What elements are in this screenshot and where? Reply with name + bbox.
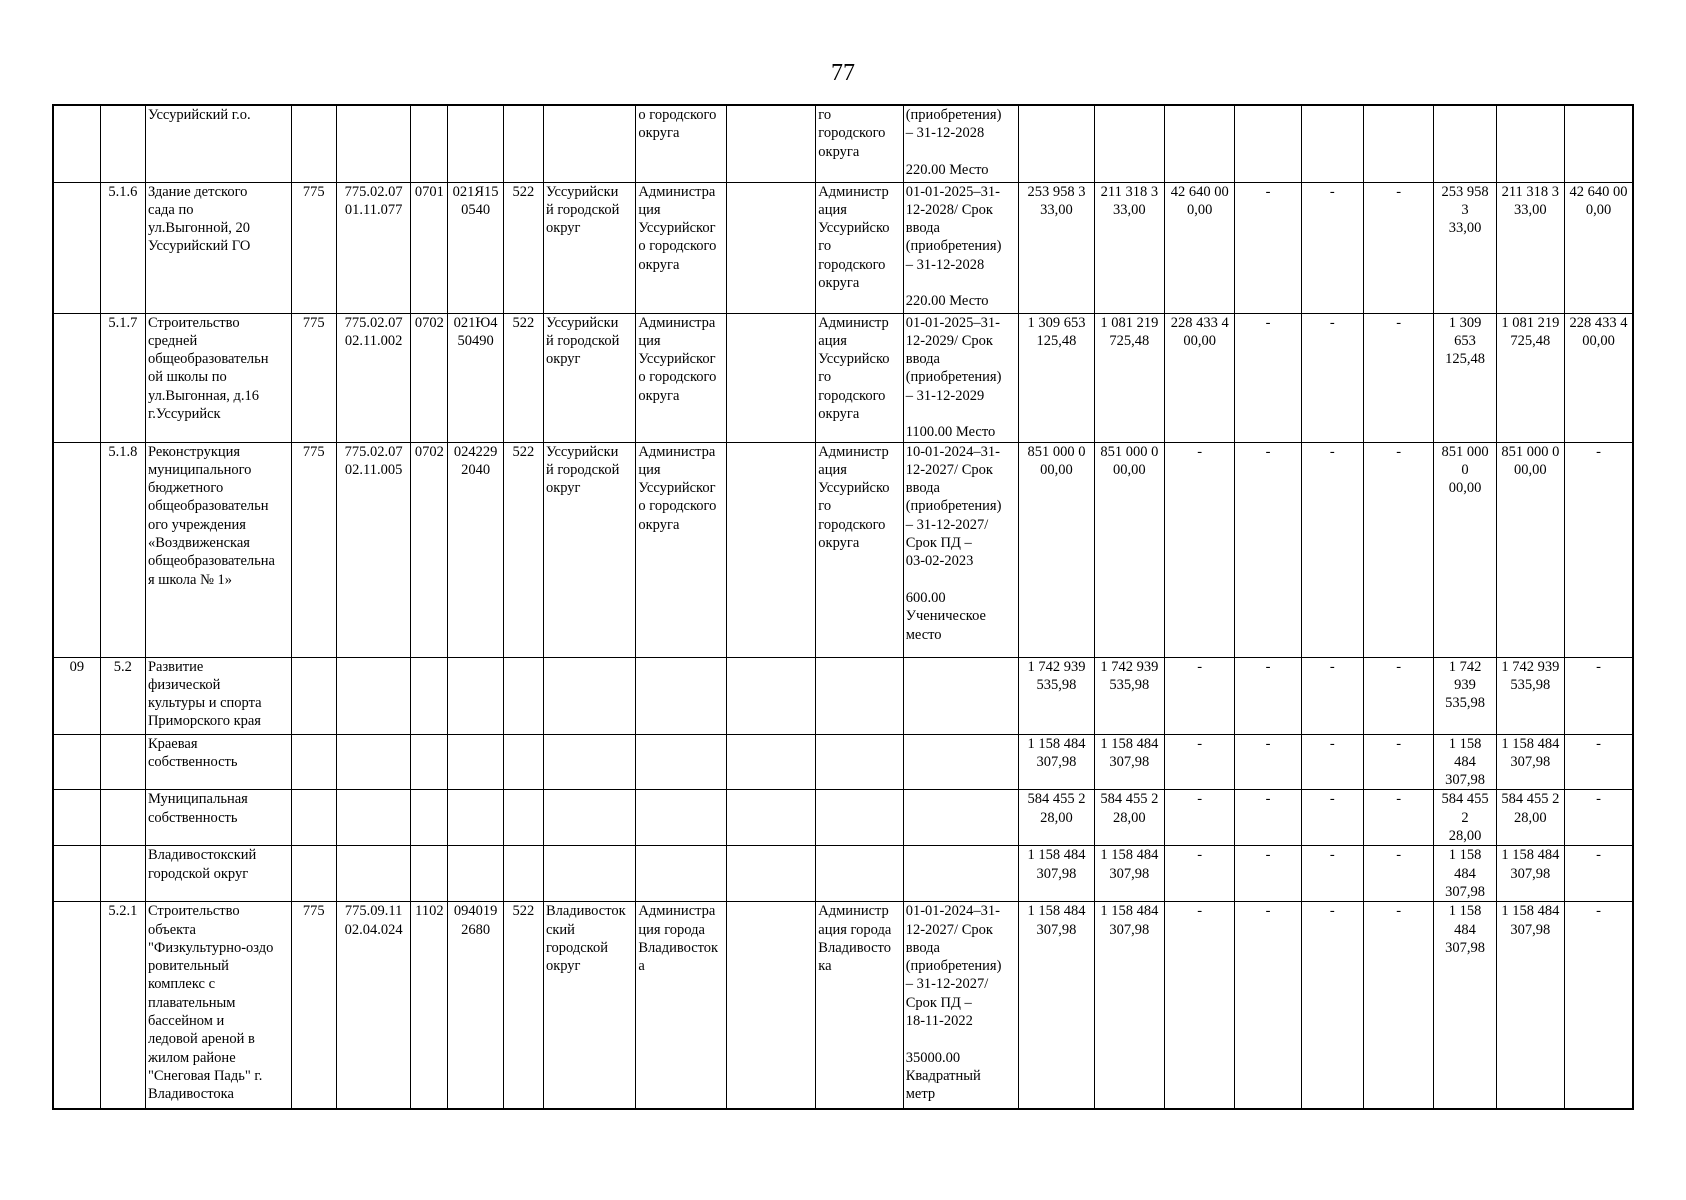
value-cell-5: -	[1301, 902, 1363, 1109]
municipality-cell: Владивосток ский городской округ	[543, 902, 635, 1109]
local-budget-cell: 42 640 00 0,00	[1165, 182, 1235, 313]
customer-cell: Администра ция Уссурийског о городского округа	[636, 442, 726, 657]
municipality-cell	[543, 790, 635, 846]
regional-budget-cell: 1 081 219 725,48	[1094, 313, 1164, 442]
table-row	[53, 313, 1633, 442]
table-row	[53, 182, 1633, 313]
municipality-cell: Уссурийски й городской округ	[543, 182, 635, 313]
table-row	[53, 902, 1633, 1109]
expense-type-cell	[503, 734, 543, 790]
section-subsection-cell	[411, 734, 448, 790]
developer-cell: Администр ация Уссурийско го городского округа	[816, 182, 903, 313]
table-row	[53, 657, 1633, 734]
value-cell-4: -	[1235, 313, 1301, 442]
regional-budget-cell: 211 318 3 33,00	[1094, 182, 1164, 313]
kv-code-cell: 775	[291, 442, 336, 657]
total-amount-cell: 1 309 653 125,48	[1019, 313, 1094, 442]
target-article-cell: 021Я15 0540	[448, 182, 503, 313]
page-number: 77	[831, 60, 855, 86]
section-code-cell	[53, 790, 100, 846]
customer-cell	[636, 657, 726, 734]
kcsr-code-cell	[336, 846, 410, 902]
terms-capacity-cell: 10-01-2024–31- 12-2027/ Срок ввода (приобретения) – 31-12-2027/ Срок ПД – 03-02-2023 600.00 Ученическое место	[903, 442, 1019, 657]
value-cell-6	[1364, 105, 1434, 182]
kv-code-cell	[291, 846, 336, 902]
local-budget-cell: -	[1165, 902, 1235, 1109]
section-subsection-cell	[411, 790, 448, 846]
kcsr-code-cell: 775.02.07 02.11.005	[336, 442, 410, 657]
terms-capacity-cell	[903, 657, 1019, 734]
object-name-cell: Уссурийский г.о.	[145, 105, 291, 182]
table-row	[53, 105, 1633, 182]
object-name-cell: Строительство средней общеобразовательн ой школы по ул.Выгонная, д.16 г.Уссурийск	[145, 313, 291, 442]
value-cell-4: -	[1235, 846, 1301, 902]
empty-cell	[726, 790, 815, 846]
municipality-cell	[543, 657, 635, 734]
target-article-cell: 024229 2040	[448, 442, 503, 657]
municipality-cell	[543, 846, 635, 902]
total-amount-cell: 1 158 484 307,98	[1019, 846, 1094, 902]
kcsr-code-cell	[336, 105, 410, 182]
year-total-cell: 1 158 484 307,98	[1434, 734, 1496, 790]
year-regional-cell: 851 000 0 00,00	[1496, 442, 1564, 657]
target-article-cell	[448, 790, 503, 846]
value-cell-6: -	[1364, 734, 1434, 790]
year-total-cell: 1 309 653 125,48	[1434, 313, 1496, 442]
empty-cell	[726, 313, 815, 442]
regional-budget-cell: 851 000 0 00,00	[1094, 442, 1164, 657]
local-budget-cell: -	[1165, 846, 1235, 902]
value-cell-5: -	[1301, 182, 1363, 313]
regional-budget-cell: 1 158 484 307,98	[1094, 846, 1164, 902]
object-name-cell: Строительство объекта "Физкультурно-оздо ровительный комплекс с плавательным бассейном и ледовой ареной в жилом районе "Снеговая Падь" г. Владивостока	[145, 902, 291, 1109]
municipality-cell: Уссурийски й городской округ	[543, 313, 635, 442]
object-name-cell: Муниципальная собственность	[145, 790, 291, 846]
municipality-cell	[543, 105, 635, 182]
target-article-cell	[448, 846, 503, 902]
section-subsection-cell: 0701	[411, 182, 448, 313]
local-budget-cell	[1165, 105, 1235, 182]
object-name-cell: Краевая собственность	[145, 734, 291, 790]
kv-code-cell	[291, 790, 336, 846]
kcsr-code-cell	[336, 790, 410, 846]
year-total-cell: 1 158 484 307,98	[1434, 902, 1496, 1109]
value-cell-6: -	[1364, 790, 1434, 846]
year-regional-cell: 1 158 484 307,98	[1496, 902, 1564, 1109]
section-subsection-cell: 1102	[411, 902, 448, 1109]
total-amount-cell: 851 000 0 00,00	[1019, 442, 1094, 657]
object-name-cell: Здание детского сада по ул.Выгонной, 20 Уссурийский ГО	[145, 182, 291, 313]
year-regional-cell: 211 318 3 33,00	[1496, 182, 1564, 313]
year-total-cell	[1434, 105, 1496, 182]
customer-cell	[636, 790, 726, 846]
expense-type-cell	[503, 657, 543, 734]
year-regional-cell: 1 158 484 307,98	[1496, 734, 1564, 790]
terms-capacity-cell: 01-01-2024–31- 12-2027/ Срок ввода (приобретения) – 31-12-2027/ Срок ПД – 18-11-2022 35000.00 Квадратный метр	[903, 902, 1019, 1109]
local-budget-cell: -	[1165, 734, 1235, 790]
item-number-cell: 5.1.6	[100, 182, 145, 313]
value-cell-5: -	[1301, 846, 1363, 902]
value-cell-5: -	[1301, 442, 1363, 657]
item-number-cell: 5.1.7	[100, 313, 145, 442]
value-cell-5: -	[1301, 313, 1363, 442]
customer-cell: Администра ция города Владивосток а	[636, 902, 726, 1109]
terms-capacity-cell	[903, 790, 1019, 846]
year-local-cell	[1565, 105, 1634, 182]
year-total-cell: 851 000 0 00,00	[1434, 442, 1496, 657]
section-subsection-cell: 0702	[411, 313, 448, 442]
developer-cell	[816, 657, 903, 734]
value-cell-4: -	[1235, 790, 1301, 846]
target-article-cell: 094019 2680	[448, 902, 503, 1109]
year-local-cell: -	[1565, 657, 1634, 734]
developer-cell: го городского округа	[816, 105, 903, 182]
section-code-cell	[53, 734, 100, 790]
section-code-cell	[53, 182, 100, 313]
item-number-cell	[100, 734, 145, 790]
year-local-cell: 228 433 4 00,00	[1565, 313, 1634, 442]
empty-cell	[726, 846, 815, 902]
year-regional-cell: 1 158 484 307,98	[1496, 846, 1564, 902]
item-number-cell	[100, 105, 145, 182]
empty-cell	[726, 442, 815, 657]
section-subsection-cell	[411, 105, 448, 182]
object-name-cell: Реконструкция муниципального бюджетного общеобразовательн ого учреждения «Воздвиженская общеобразовательна я школа № 1»	[145, 442, 291, 657]
total-amount-cell: 1 742 939 535,98	[1019, 657, 1094, 734]
table-row	[53, 846, 1633, 902]
developer-cell: Администр ация Уссурийско го городского округа	[816, 442, 903, 657]
kcsr-code-cell: 775.02.07 01.11.077	[336, 182, 410, 313]
table-body	[53, 105, 1633, 1109]
customer-cell: Администра ция Уссурийског о городского округа	[636, 313, 726, 442]
customer-cell: Администра ция Уссурийског о городского округа	[636, 182, 726, 313]
kv-code-cell	[291, 734, 336, 790]
section-subsection-cell	[411, 657, 448, 734]
expense-type-cell: 522	[503, 442, 543, 657]
expense-type-cell: 522	[503, 902, 543, 1109]
table-row	[53, 790, 1633, 846]
value-cell-4: -	[1235, 734, 1301, 790]
empty-cell	[726, 105, 815, 182]
terms-capacity-cell: 01-01-2025–31- 12-2029/ Срок ввода (приобретения) – 31-12-2029 1100.00 Место	[903, 313, 1019, 442]
terms-capacity-cell	[903, 846, 1019, 902]
terms-capacity-cell	[903, 734, 1019, 790]
value-cell-4	[1235, 105, 1301, 182]
value-cell-6: -	[1364, 846, 1434, 902]
target-article-cell	[448, 734, 503, 790]
kcsr-code-cell	[336, 734, 410, 790]
total-amount-cell: 584 455 2 28,00	[1019, 790, 1094, 846]
developer-cell: Администр ация Уссурийско го городского округа	[816, 313, 903, 442]
kv-code-cell: 775	[291, 313, 336, 442]
budget-table	[52, 104, 1634, 1110]
item-number-cell	[100, 846, 145, 902]
customer-cell	[636, 734, 726, 790]
expense-type-cell: 522	[503, 182, 543, 313]
local-budget-cell: -	[1165, 790, 1235, 846]
total-amount-cell	[1019, 105, 1094, 182]
kv-code-cell: 775	[291, 182, 336, 313]
value-cell-6: -	[1364, 902, 1434, 1109]
kv-code-cell	[291, 105, 336, 182]
customer-cell	[636, 846, 726, 902]
value-cell-5	[1301, 105, 1363, 182]
value-cell-5: -	[1301, 734, 1363, 790]
regional-budget-cell: 1 158 484 307,98	[1094, 902, 1164, 1109]
year-local-cell: -	[1565, 790, 1634, 846]
year-local-cell: -	[1565, 902, 1634, 1109]
section-subsection-cell	[411, 846, 448, 902]
year-local-cell: -	[1565, 846, 1634, 902]
terms-capacity-cell: (приобретения) – 31-12-2028 220.00 Место	[903, 105, 1019, 182]
total-amount-cell: 1 158 484 307,98	[1019, 902, 1094, 1109]
developer-cell	[816, 734, 903, 790]
year-total-cell: 1 158 484 307,98	[1434, 846, 1496, 902]
target-article-cell: 021Ю4 50490	[448, 313, 503, 442]
local-budget-cell: 228 433 4 00,00	[1165, 313, 1235, 442]
value-cell-4: -	[1235, 182, 1301, 313]
kcsr-code-cell: 775.02.07 02.11.002	[336, 313, 410, 442]
expense-type-cell: 522	[503, 313, 543, 442]
year-total-cell: 253 958 3 33,00	[1434, 182, 1496, 313]
value-cell-5: -	[1301, 657, 1363, 734]
expense-type-cell	[503, 846, 543, 902]
regional-budget-cell	[1094, 105, 1164, 182]
regional-budget-cell: 1 158 484 307,98	[1094, 734, 1164, 790]
section-code-cell	[53, 902, 100, 1109]
section-code-cell	[53, 105, 100, 182]
year-total-cell: 1 742 939 535,98	[1434, 657, 1496, 734]
empty-cell	[726, 734, 815, 790]
local-budget-cell: -	[1165, 657, 1235, 734]
section-subsection-cell: 0702	[411, 442, 448, 657]
year-total-cell: 584 455 2 28,00	[1434, 790, 1496, 846]
local-budget-cell: -	[1165, 442, 1235, 657]
value-cell-6: -	[1364, 442, 1434, 657]
target-article-cell	[448, 105, 503, 182]
value-cell-4: -	[1235, 657, 1301, 734]
empty-cell	[726, 902, 815, 1109]
kv-code-cell	[291, 657, 336, 734]
target-article-cell	[448, 657, 503, 734]
kv-code-cell: 775	[291, 902, 336, 1109]
municipality-cell	[543, 734, 635, 790]
terms-capacity-cell: 01-01-2025–31- 12-2028/ Срок ввода (приобретения) – 31-12-2028 220.00 Место	[903, 182, 1019, 313]
kcsr-code-cell: 775.09.11 02.04.024	[336, 902, 410, 1109]
section-code-cell: 09	[53, 657, 100, 734]
value-cell-6: -	[1364, 657, 1434, 734]
regional-budget-cell: 1 742 939 535,98	[1094, 657, 1164, 734]
developer-cell	[816, 846, 903, 902]
year-regional-cell: 1 742 939 535,98	[1496, 657, 1564, 734]
section-code-cell	[53, 442, 100, 657]
empty-cell	[726, 657, 815, 734]
section-code-cell	[53, 313, 100, 442]
year-local-cell: -	[1565, 442, 1634, 657]
developer-cell: Администр ация города Владивосто ка	[816, 902, 903, 1109]
developer-cell	[816, 790, 903, 846]
value-cell-4: -	[1235, 902, 1301, 1109]
value-cell-6: -	[1364, 182, 1434, 313]
item-number-cell: 5.1.8	[100, 442, 145, 657]
object-name-cell: Развитие физической культуры и спорта Приморского края	[145, 657, 291, 734]
table-row	[53, 442, 1633, 657]
year-local-cell: 42 640 00 0,00	[1565, 182, 1634, 313]
item-number-cell: 5.2.1	[100, 902, 145, 1109]
total-amount-cell: 1 158 484 307,98	[1019, 734, 1094, 790]
year-regional-cell: 584 455 2 28,00	[1496, 790, 1564, 846]
value-cell-4: -	[1235, 442, 1301, 657]
customer-cell: о городского округа	[636, 105, 726, 182]
total-amount-cell: 253 958 3 33,00	[1019, 182, 1094, 313]
municipality-cell: Уссурийски й городской округ	[543, 442, 635, 657]
year-regional-cell	[1496, 105, 1564, 182]
year-local-cell: -	[1565, 734, 1634, 790]
value-cell-6: -	[1364, 313, 1434, 442]
section-code-cell	[53, 846, 100, 902]
expense-type-cell	[503, 105, 543, 182]
object-name-cell: Владивостокский городской округ	[145, 846, 291, 902]
item-number-cell: 5.2	[100, 657, 145, 734]
expense-type-cell	[503, 790, 543, 846]
table-row	[53, 734, 1633, 790]
year-regional-cell: 1 081 219 725,48	[1496, 313, 1564, 442]
kcsr-code-cell	[336, 657, 410, 734]
empty-cell	[726, 182, 815, 313]
regional-budget-cell: 584 455 2 28,00	[1094, 790, 1164, 846]
value-cell-5: -	[1301, 790, 1363, 846]
item-number-cell	[100, 790, 145, 846]
